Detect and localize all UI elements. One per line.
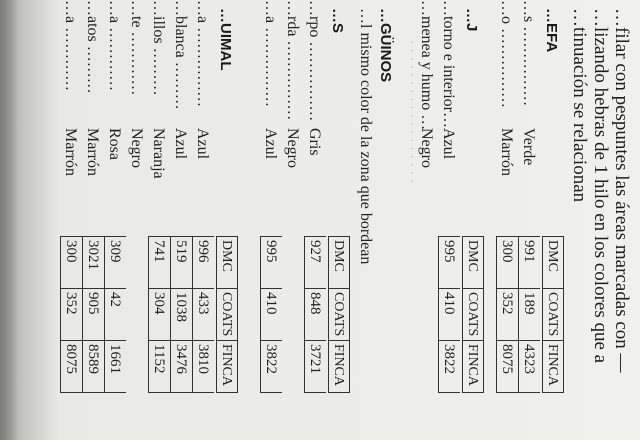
header-finca: FINCA [216,341,238,393]
table-row [147,0,170,440]
table-header [328,236,350,393]
table-row [191,0,214,440]
header-finca: FINCA [542,341,564,393]
coats-code: 905 [82,289,104,341]
table-row [437,0,460,440]
section-heading: …GÜINOS [377,8,394,83]
section-heading: …J [463,8,480,32]
code-cells [148,236,170,393]
dmc-code: 300 [60,237,82,289]
dmc-code: 995 [260,237,282,289]
part-label: …te ………… [128,0,145,96]
part-label: …a ………… [106,0,123,92]
part-label: …a ………… [62,0,79,92]
coats-code: 352 [60,289,82,341]
code-cells [192,236,214,393]
dmc-code: 995 [438,237,460,289]
part-label: …rda …………… [284,0,301,121]
code-cells [496,236,518,393]
header-dmc: DMC [542,237,564,289]
table-row [303,0,326,440]
section-heading: …S [329,8,346,34]
coats-code: 410 [438,289,460,341]
code-cells [304,236,326,393]
color-label: Negro [418,128,435,168]
header-dmc: DMC [462,237,484,289]
coats-code: 189 [518,289,540,341]
finca-code: 3476 [170,341,192,393]
color-label: Naranja [150,128,167,179]
dmc-code: 741 [148,237,170,289]
finca-code: 3822 [260,341,282,393]
color-label: Marrón [498,128,515,176]
part-label: …illos ……… [150,0,167,96]
intro-line: …lizando hebras de 1 hilo en los colores que a [590,8,611,364]
coats-code: 352 [496,289,518,341]
part-label: …o …………… [498,0,515,108]
finca-code: 3810 [192,341,214,393]
finca-code: 3822 [438,341,460,393]
dmc-code: 996 [192,237,214,289]
table-row [415,0,438,440]
color-label: Azul [172,128,189,160]
table-row [259,0,282,440]
color-label: Marrón [62,128,79,176]
finca-code: 4323 [518,341,540,393]
table-row [495,0,518,440]
color-label: Marrón [84,128,101,176]
table-row [103,0,126,440]
section-note: …l mismo color de la zona que bordean [357,8,374,265]
bleed-through-text: · · · · · · · · · · · · · · · · · · [403,40,418,184]
table-row [517,0,540,440]
code-cells [104,236,126,393]
header-finca: FINCA [462,341,484,393]
intro-paragraph [569,8,632,440]
part-label: …s …………… [520,0,537,107]
finca-code: 8075 [60,341,82,393]
finca-code: 1661 [104,341,126,393]
header-coats: COATS [542,289,564,341]
code-cells [60,236,82,393]
code-cells [170,236,192,393]
intro-line: …filar con pespuntes las áreas marcadas con — [611,8,632,373]
part-label: …rpo …………… [306,0,323,122]
coats-code: 848 [304,289,326,341]
header-coats: COATS [328,289,350,341]
coats-code: 433 [192,289,214,341]
table-row [169,0,192,440]
coats-code: 42 [104,289,126,341]
dmc-code: 519 [170,237,192,289]
finca-code: 3721 [304,341,326,393]
code-cells [260,236,282,393]
header-coats: COATS [462,289,484,341]
color-label: Negro [284,128,301,168]
finca-code: 8589 [82,341,104,393]
finca-code: 8075 [496,341,518,393]
color-label: Verde [520,128,537,166]
table-row [281,0,304,440]
color-label: Azul [194,128,211,160]
part-label: …blanca ……… [172,0,189,110]
table-row [125,0,148,440]
color-label: Negro [128,128,145,168]
coats-code: 304 [148,289,170,341]
finca-code: 1152 [148,341,170,393]
code-cells [438,236,460,393]
table-row [81,0,104,440]
part-label: …a …………… [262,0,279,108]
dmc-code: 3021 [82,237,104,289]
dmc-code: 927 [304,237,326,289]
intro-line: …tinuación se relacionan [569,8,590,203]
color-label: Rosa [106,128,123,160]
header-dmc: DMC [216,237,238,289]
section-heading: …EFA [543,8,560,53]
header-finca: FINCA [328,341,350,393]
code-cells [518,236,540,393]
color-label: Azul [440,128,457,160]
part-label: …a …………… [194,0,211,108]
table-row [59,0,82,440]
header-coats: COATS [216,289,238,341]
table-header [216,236,238,393]
dmc-code: 300 [496,237,518,289]
dmc-code: 309 [104,237,126,289]
part-label: …atos ……… [84,0,101,94]
coats-code: 1038 [170,289,192,341]
coats-code: 410 [260,289,282,341]
part-label: …torno e interior… [440,0,457,128]
part-label: …menea y humo … [418,0,435,131]
header-dmc: DMC [328,237,350,289]
table-header [462,236,484,393]
color-label: Azul [262,128,279,160]
dmc-code: 991 [518,237,540,289]
section-heading: …UIMAL [217,8,234,71]
table-header [542,236,564,393]
color-label: Gris [306,128,323,156]
code-cells [82,236,104,393]
